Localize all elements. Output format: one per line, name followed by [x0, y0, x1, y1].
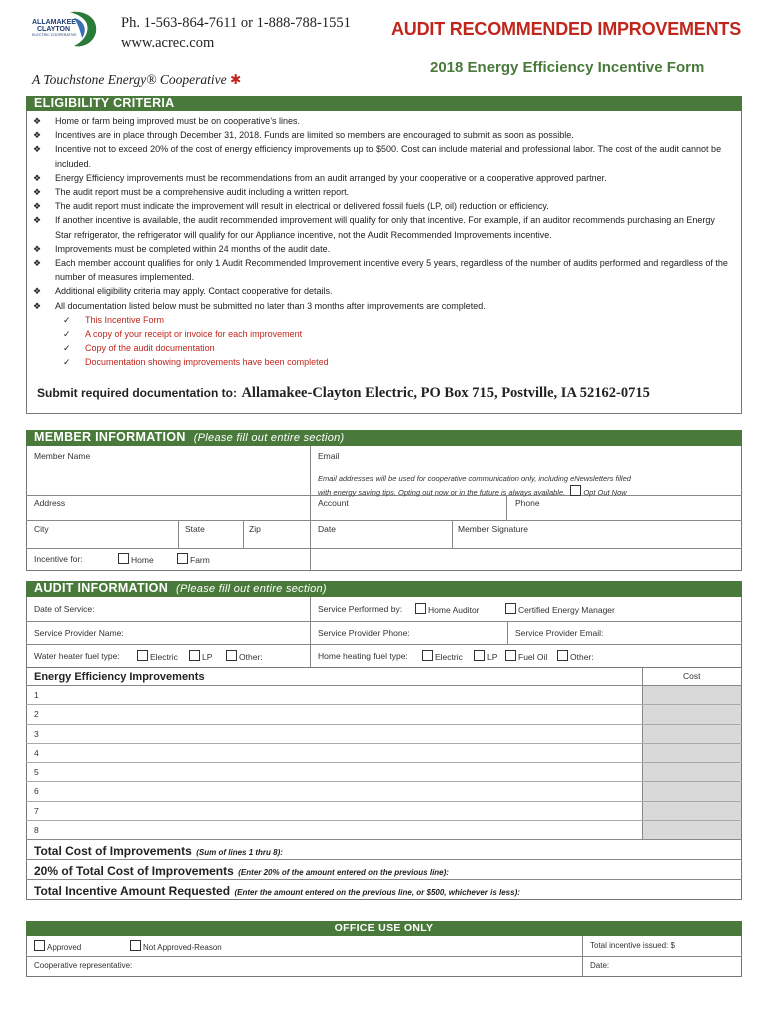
website: www.acrec.com: [121, 35, 215, 51]
address-field[interactable]: Address: [34, 498, 66, 508]
audit-header: [26, 581, 742, 597]
member-note: (Please fill out entire section): [193, 432, 345, 444]
logo-line-1: ALLAMAKEE: [32, 19, 76, 26]
list-item: ❖ The audit report must indicate the improvement will result in electrical or delivered fossil fuels (LP, oil) reduction or efficiency.: [33, 199, 733, 213]
diamond-bullet-icon: ❖: [33, 215, 42, 226]
document-item: ✓ A copy of your receipt or invoice for each improvement: [33, 327, 733, 341]
water-electric-option[interactable]: Electric: [137, 650, 178, 662]
diamond-bullet-icon: ❖: [33, 243, 42, 254]
date-of-service-field[interactable]: Date of Service:: [34, 604, 95, 614]
total-incentive-row[interactable]: Total Incentive Amount Requested (Enter the amount entered on the previous line, or $500, whichever is less):: [34, 884, 520, 898]
phone-number: Ph. 1-563-864-7611 or 1-888-788-1551: [121, 15, 351, 31]
logo-line-3: ELECTRIC COOPERATIVE: [32, 33, 77, 37]
diamond-bullet-icon: ❖: [33, 300, 42, 311]
heat-fuel-oil-option[interactable]: Fuel Oil: [505, 650, 547, 662]
diamond-bullet-icon: ❖: [33, 258, 42, 269]
phone-field[interactable]: Phone: [515, 498, 540, 508]
improvement-row[interactable]: [26, 724, 742, 743]
email-field[interactable]: Email: [318, 451, 340, 461]
opt-out-checkbox[interactable]: [570, 485, 581, 496]
diamond-bullet-icon: ❖: [33, 172, 42, 183]
office-heading: OFFICE USE ONLY: [334, 922, 434, 934]
home-checkbox[interactable]: [118, 553, 129, 564]
office-date-field[interactable]: Date:: [590, 961, 610, 970]
document-item: ✓ Copy of the audit documentation: [33, 341, 733, 355]
state-field[interactable]: State: [185, 524, 205, 534]
list-item: ❖ Home or farm being improved must be on cooperative’s lines.: [33, 114, 733, 128]
diamond-bullet-icon: ❖: [33, 201, 42, 212]
cost-heading: Cost: [683, 671, 701, 681]
improvement-line-number: 4: [34, 747, 39, 758]
improvement-line-number: 1: [34, 690, 39, 700]
approved-checkbox[interactable]: [34, 940, 45, 951]
water-lp-checkbox[interactable]: [189, 650, 200, 661]
total-issued-field[interactable]: Total incentive issued: $: [590, 941, 675, 950]
opt-out-label: Opt Out Now: [583, 488, 627, 497]
heat-electric-checkbox[interactable]: [422, 650, 433, 661]
incentive-for-label: Incentive for:: [34, 554, 83, 564]
performed-by-label: Service Performed by:: [318, 604, 403, 614]
certified-checkbox[interactable]: [505, 603, 516, 614]
improvement-row[interactable]: [26, 743, 742, 762]
form-subtitle: 2018 Energy Efficiency Incentive Form: [430, 59, 705, 76]
heat-other-option[interactable]: Other:: [557, 650, 594, 662]
email-note-2: with energy saving tips. Opting out now or in the future is always available. Opt Out Now: [318, 485, 627, 497]
total-cost-row[interactable]: Total Cost of Improvements (Sum of lines 1 thru 8):: [34, 844, 283, 858]
not-approved-option[interactable]: Not Approved-Reason: [130, 940, 222, 952]
heat-fuel-oil-checkbox[interactable]: [505, 650, 516, 661]
water-heater-label: Water heater fuel type:: [34, 651, 120, 661]
water-lp-option[interactable]: LP: [189, 650, 212, 662]
submit-instructions: [37, 384, 650, 402]
certified-option[interactable]: Certified Energy Manager: [505, 603, 615, 615]
home-auditor-checkbox[interactable]: [415, 603, 426, 614]
member-signature-field[interactable]: Member Signature: [458, 524, 528, 534]
audit-note: (Please fill out entire section): [176, 583, 327, 595]
logo-line-2: CLAYTON: [37, 26, 71, 33]
checkmark-icon: ✓: [63, 343, 71, 354]
diamond-bullet-icon: ❖: [33, 144, 42, 155]
heating-label: Home heating fuel type:: [318, 651, 408, 661]
member-header: [26, 430, 742, 446]
heat-other-checkbox[interactable]: [557, 650, 568, 661]
improvement-row[interactable]: [26, 820, 742, 839]
list-item: ❖ If another incentive is available, the audit recommended improvement will qualify for only that incentive. For example, if an auditor recommends purchasing an Energy Star refrigerator, the refrigerator will qualify for our Appliance incentive, not the Audit Recommended Improvements incentive.: [33, 213, 733, 241]
list-item: ❖ The audit report must be a comprehensive audit including a written report.: [33, 185, 733, 199]
list-item: ❖ Incentive not to exceed 20% of the cost of energy efficiency improvements up to $500. Cost can include material and professional labor. The cost of the audit cannot be included.: [33, 142, 733, 170]
provider-email-field[interactable]: Service Provider Email:: [515, 628, 604, 638]
diamond-bullet-icon: ❖: [33, 286, 42, 297]
list-item: ❖ All documentation listed below must be submitted no later than 3 months after improvements are completed.: [33, 299, 733, 313]
checkmark-icon: ✓: [63, 329, 71, 340]
touchstone-tagline: A Touchstone Energy® Cooperative ✱: [32, 72, 242, 87]
member-name-field[interactable]: Member Name: [34, 451, 91, 461]
provider-name-field[interactable]: Service Provider Name:: [34, 628, 124, 638]
heat-electric-option[interactable]: Electric: [422, 650, 463, 662]
list-item: ❖ Energy Efficiency improvements must be recommendations from an audit arranged by your cooperative or a cooperative approved partner.: [33, 171, 733, 185]
improvement-row[interactable]: [26, 685, 742, 704]
representative-field[interactable]: Cooperative representative:: [34, 961, 133, 970]
checkmark-icon: ✓: [63, 357, 71, 368]
home-auditor-option[interactable]: Home Auditor: [415, 603, 480, 615]
list-item: ❖ Each member account qualifies for only 1 Audit Recommended Improvement incentive every 5 years, regardless of the number of audits performed and regardless of the number of measures implemented.: [33, 256, 733, 284]
email-note-1: Email addresses will be used for cooperative communication only, including eNewsletters filled: [318, 474, 631, 483]
eligibility-heading: ELIGIBILITY CRITERIA: [34, 96, 175, 110]
improvement-line-number: 8: [34, 824, 39, 835]
document-item: ✓ This Incentive Form: [33, 313, 733, 327]
date-field[interactable]: Date: [318, 524, 336, 534]
farm-option[interactable]: Farm: [177, 553, 210, 565]
water-electric-checkbox[interactable]: [137, 650, 148, 661]
office-header: [26, 921, 742, 936]
document-item: ✓ Documentation showing improvements have been completed: [33, 355, 733, 369]
city-field[interactable]: City: [34, 524, 49, 534]
improvement-row[interactable]: [26, 762, 742, 781]
water-other-checkbox[interactable]: [226, 650, 237, 661]
not-approved-checkbox[interactable]: [130, 940, 141, 951]
touchstone-figures-icon: ✱: [230, 72, 242, 87]
list-item: ❖ Additional eligibility criteria may apply. Contact cooperative for details.: [33, 284, 733, 298]
improvement-line-number: 2: [34, 709, 39, 720]
provider-phone-field[interactable]: Service Provider Phone:: [318, 628, 410, 638]
home-option[interactable]: Home: [118, 553, 154, 565]
zip-field[interactable]: Zip: [249, 524, 261, 534]
eligibility-list: [33, 114, 733, 370]
checkmark-icon: ✓: [63, 314, 71, 325]
member-heading: MEMBER INFORMATION: [34, 430, 186, 444]
improvement-row[interactable]: [26, 704, 742, 723]
approved-option[interactable]: Approved: [34, 940, 81, 952]
improvement-row[interactable]: [26, 801, 742, 820]
submit-label: Submit required documentation to:: [37, 386, 237, 400]
improvement-line-number: 7: [34, 805, 39, 816]
form-title: AUDIT RECOMMENDED IMPROVEMENTS: [391, 19, 742, 39]
logo: [30, 8, 100, 50]
diamond-bullet-icon: ❖: [33, 116, 42, 126]
submit-address: Allamakee-Clayton Electric, PO Box 715, Postville, IA 52162-0715: [241, 385, 650, 401]
account-field[interactable]: Account: [318, 498, 349, 508]
heat-lp-option[interactable]: LP: [474, 650, 497, 662]
twenty-percent-row[interactable]: 20% of Total Cost of Improvements (Enter 20% of the amount entered on the previous line):: [34, 864, 449, 878]
diamond-bullet-icon: ❖: [33, 130, 42, 141]
farm-checkbox[interactable]: [177, 553, 188, 564]
improvement-row[interactable]: [26, 781, 742, 800]
heat-lp-checkbox[interactable]: [474, 650, 485, 661]
list-item: ❖ Incentives are in place through December 31, 2018. Funds are limited so members are encouraged to submit as soon as possible.: [33, 128, 733, 142]
improvement-line-number: 3: [34, 728, 39, 739]
audit-heading: AUDIT INFORMATION: [34, 581, 169, 595]
list-item: ❖ Improvements must be completed within 24 months of the audit date.: [33, 242, 733, 256]
water-other-option[interactable]: Other:: [226, 650, 263, 662]
improvement-line-number: 6: [34, 786, 39, 797]
improvements-heading: Energy Efficiency Improvements: [34, 671, 205, 683]
eligibility-header: [26, 96, 742, 111]
diamond-bullet-icon: ❖: [33, 187, 42, 198]
improvement-line-number: 5: [34, 767, 39, 777]
